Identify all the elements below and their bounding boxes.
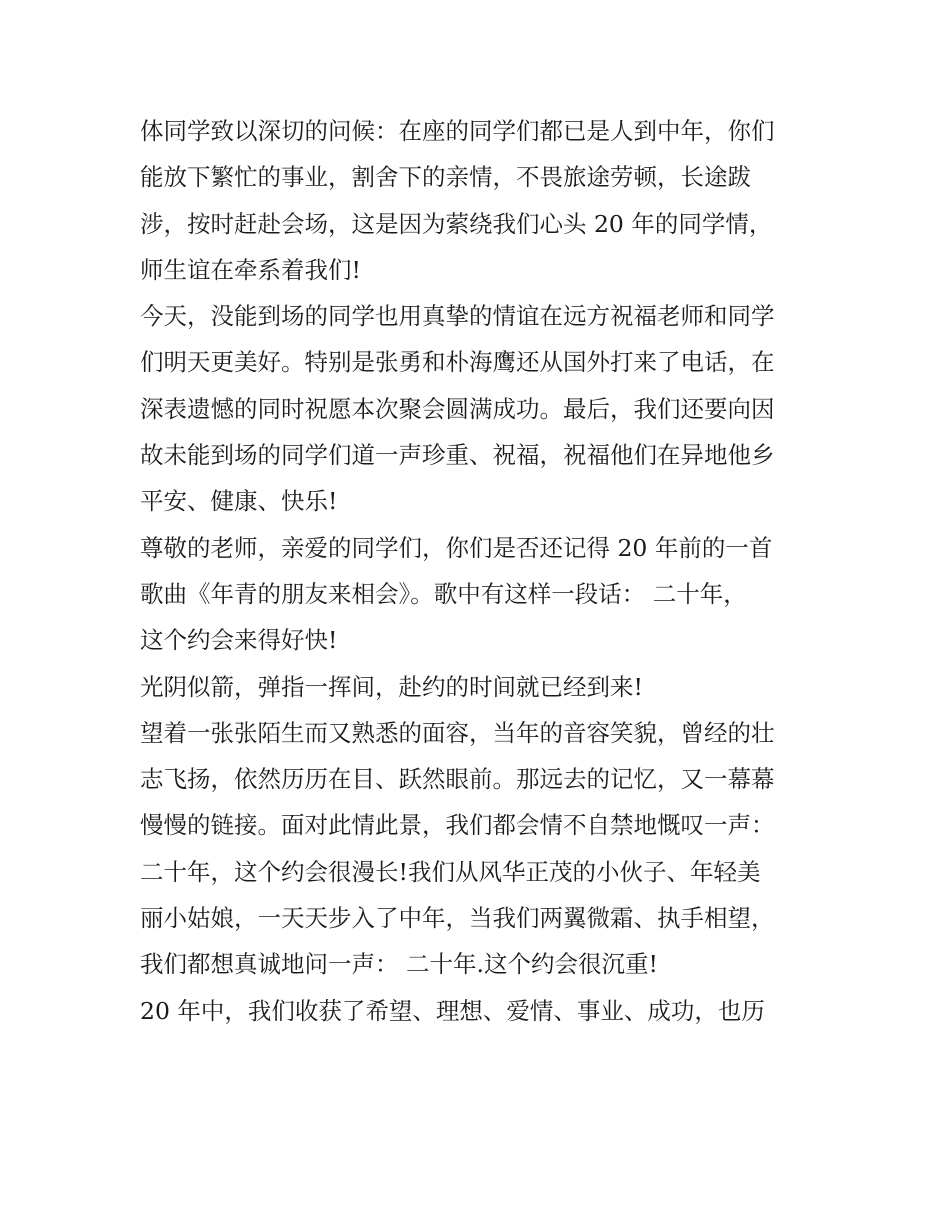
text-line: 们明天更美好。特别是张勇和朴海鹰还从国外打来了电话，在 <box>140 348 775 377</box>
text-line: 丽小姑娘，一天天步入了中年，当我们两翼微霜、执手相望， <box>140 904 775 933</box>
text-line: 平安、健康、快乐! <box>140 487 338 516</box>
text-line: 这个约会来得好快! <box>140 626 338 655</box>
text-line: 今天，没能到场的同学也用真挚的情谊在远方祝福老师和同学 <box>140 302 775 331</box>
text-line: 涉，按时赶赴会场，这是因为萦绕我们心头 20 年的同学情， <box>140 209 773 238</box>
text-line: 20 年中，我们收获了希望、理想、爱情、事业、成功，也历 <box>140 996 765 1025</box>
text-line: 光阴似箭，弹指一挥间，赴约的时间就已经到来! <box>140 672 643 701</box>
text-line: 尊敬的老师，亲爱的同学们，你们是否还记得 20 年前的一首 <box>140 533 773 562</box>
text-line: 我们都想真诚地问一声： 二十年.这个约会很沉重! <box>140 950 658 979</box>
text-line: 慢慢的链接。面对此情此景，我们都会情不自禁地慨叹一声： <box>140 811 775 840</box>
text-line: 深表遗憾的同时祝愿本次聚会圆满成功。最后，我们还要向因 <box>140 394 775 423</box>
text-line: 歌曲《年青的朋友来相会》。歌中有这样一段话： 二十年， <box>140 579 747 608</box>
text-line: 能放下繁忙的事业，割舍下的亲情，不畏旅途劳顿，长途跋 <box>140 163 751 192</box>
text-line: 志飞扬，依然历历在目、跃然眼前。那远去的记忆，又一幕幕 <box>140 765 775 794</box>
body-text <box>140 108 830 1034</box>
text-line: 望着一张张陌生而又熟悉的面容，当年的音容笑貌，曾经的壮 <box>140 718 775 747</box>
text-line: 故未能到场的同学们道一声珍重、祝福，祝福他们在异地他乡 <box>140 441 775 470</box>
text-line: 体同学致以深切的问候：在座的同学们都已是人到中年，你们 <box>140 117 775 145</box>
text-line: 二十年，这个约会很漫长!我们从风华正茂的小伙子、年轻美 <box>140 857 761 886</box>
text-line: 师生谊在牵系着我们! <box>140 255 361 284</box>
